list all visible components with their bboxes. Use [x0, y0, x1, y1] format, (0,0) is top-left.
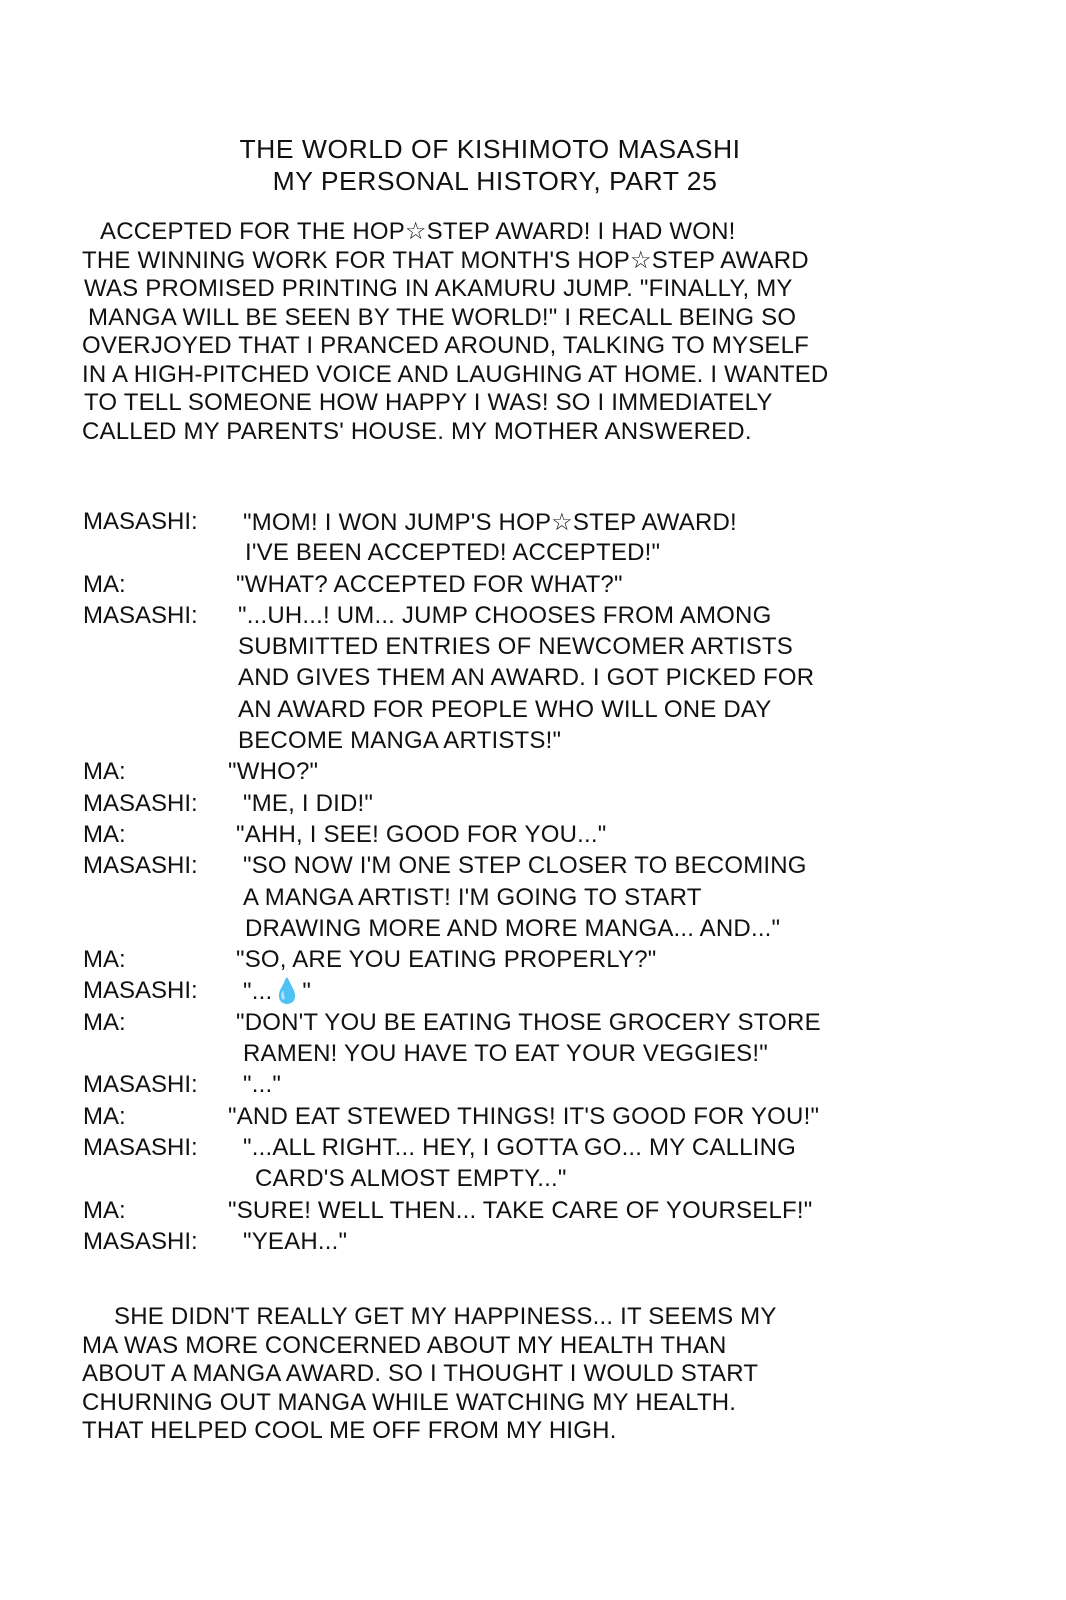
intro-line: IN A HIGH-PITCHED VOICE AND LAUGHING AT HOME. I WANTED: [82, 360, 829, 388]
dialogue-row: [83, 1228, 1043, 1259]
dialogue-row: [83, 571, 1043, 602]
speaker-label: MASASHI:: [83, 789, 198, 817]
page-subtitle: MY PERSONAL HISTORY, PART 25: [272, 166, 718, 196]
outro-line: CHURNING OUT MANGA WHILE WATCHING MY HEALTH.: [82, 1388, 737, 1416]
dialogue-line: "...ALL RIGHT... HEY, I GOTTA GO... MY CALLING: [243, 1133, 796, 1161]
dialogue-line: DRAWING MORE AND MORE MANGA... AND...": [245, 914, 781, 942]
outro-paragraph: [82, 1303, 1042, 1446]
intro-line: TO TELL SOMEONE HOW HAPPY I WAS! SO I IMMEDIATELY: [84, 389, 773, 416]
speaker-label: MA:: [83, 758, 126, 786]
dialogue-line: "WHAT? ACCEPTED FOR WHAT?": [236, 570, 623, 598]
dialogue-line: "YEAH...": [243, 1227, 348, 1255]
dialogue-line: CARD'S ALMOST EMPTY...": [255, 1165, 567, 1193]
dialogue-row: [83, 1103, 1043, 1134]
speaker-label: MA:: [83, 570, 126, 598]
speaker-label: MA:: [83, 946, 126, 974]
dialogue-row: [83, 790, 1043, 821]
speaker-label: MASASHI:: [83, 977, 198, 1005]
dialogue-line: "AHH, I SEE! GOOD FOR YOU...": [236, 820, 607, 848]
dialogue-line: "AND EAT STEWED THINGS! IT'S GOOD FOR YOU!": [228, 1102, 820, 1130]
dialogue-row: [83, 508, 1043, 539]
speaker-label: MASASHI:: [83, 1227, 198, 1255]
dialogue-line: RAMEN! YOU HAVE TO EAT YOUR VEGGIES!": [243, 1040, 768, 1068]
dialogue-line: BECOME MANGA ARTISTS!": [238, 727, 562, 755]
dialogue-line: "WHO?": [228, 758, 319, 786]
dialogue-line: "...": [243, 1071, 282, 1099]
dialogue-row: [83, 602, 1043, 633]
dialogue-row: [83, 1071, 1043, 1102]
dialogue-row: [83, 977, 1043, 1008]
speaker-label: MA:: [83, 1196, 126, 1224]
dialogue: [83, 508, 1043, 1259]
dialogue-row: [83, 852, 1043, 883]
speaker-label: MA:: [83, 1102, 126, 1130]
dialogue-line: AN AWARD FOR PEOPLE WHO WILL ONE DAY: [238, 695, 772, 723]
dialogue-row: [83, 946, 1043, 977]
intro-line: OVERJOYED THAT I PRANCED AROUND, TALKING TO MYSELF: [82, 332, 810, 359]
dialogue-line: AND GIVES THEM AN AWARD. I GOT PICKED FOR: [238, 664, 815, 692]
speaker-label: MASASHI:: [83, 601, 198, 629]
dialogue-row: [83, 1197, 1043, 1228]
dialogue-row: [83, 821, 1043, 852]
dialogue-row: [83, 1009, 1043, 1040]
dialogue-line: "...💧": [243, 978, 312, 1006]
intro-line: CALLED MY PARENTS' HOUSE. MY MOTHER ANSWERED.: [82, 417, 752, 445]
intro-line: MANGA WILL BE SEEN BY THE WORLD!" I RECALL BEING SO: [88, 303, 797, 331]
dialogue-line: "DON'T YOU BE EATING THOSE GROCERY STORE: [236, 1008, 821, 1036]
page-title: THE WORLD OF KISHIMOTO MASASHI: [239, 134, 741, 164]
dialogue-line: SUBMITTED ENTRIES OF NEWCOMER ARTISTS: [238, 633, 793, 661]
speaker-label: MASASHI:: [83, 508, 198, 535]
dialogue-row: [83, 1134, 1043, 1165]
speaker-label: MA:: [83, 820, 126, 848]
outro-line: ABOUT A MANGA AWARD. SO I THOUGHT I WOULD START: [82, 1360, 759, 1387]
outro-line: MA WAS MORE CONCERNED ABOUT MY HEALTH THAN: [82, 1331, 727, 1359]
outro-line: SHE DIDN'T REALLY GET MY HAPPINESS... IT SEEMS MY: [114, 1303, 777, 1330]
dialogue-line: "...UH...! UM... JUMP CHOOSES FROM AMONG: [238, 601, 772, 629]
speaker-label: MASASHI:: [83, 1133, 198, 1161]
dialogue-line: "SO NOW I'M ONE STEP CLOSER TO BECOMING: [243, 852, 807, 880]
dialogue-row: [83, 758, 1043, 789]
speaker-label: MA:: [83, 1008, 126, 1036]
intro-line: WAS PROMISED PRINTING IN AKAMURU JUMP. "FINALLY, MY: [84, 275, 793, 302]
outro-line: THAT HELPED COOL ME OFF FROM MY HIGH.: [82, 1417, 617, 1444]
dialogue-line: "ME, I DID!": [243, 789, 374, 817]
intro-line: THE WINNING WORK FOR THAT MONTH'S HOP☆STEP AWARD: [82, 246, 809, 274]
intro-paragraph: [82, 218, 1042, 446]
speaker-label: MASASHI:: [83, 852, 198, 880]
intro-line: ACCEPTED FOR THE HOP☆STEP AWARD! I HAD WON!: [100, 218, 736, 245]
dialogue-line: A MANGA ARTIST! I'M GOING TO START: [243, 883, 702, 911]
dialogue-line: "SO, ARE YOU EATING PROPERLY?": [236, 946, 657, 974]
speaker-label: MASASHI:: [83, 1071, 198, 1099]
dialogue-line: "MOM! I WON JUMP'S HOP☆STEP AWARD!: [243, 509, 737, 536]
dialogue-line: I'VE BEEN ACCEPTED! ACCEPTED!": [245, 539, 661, 567]
dialogue-line: "SURE! WELL THEN... TAKE CARE OF YOURSELF!": [228, 1196, 813, 1224]
